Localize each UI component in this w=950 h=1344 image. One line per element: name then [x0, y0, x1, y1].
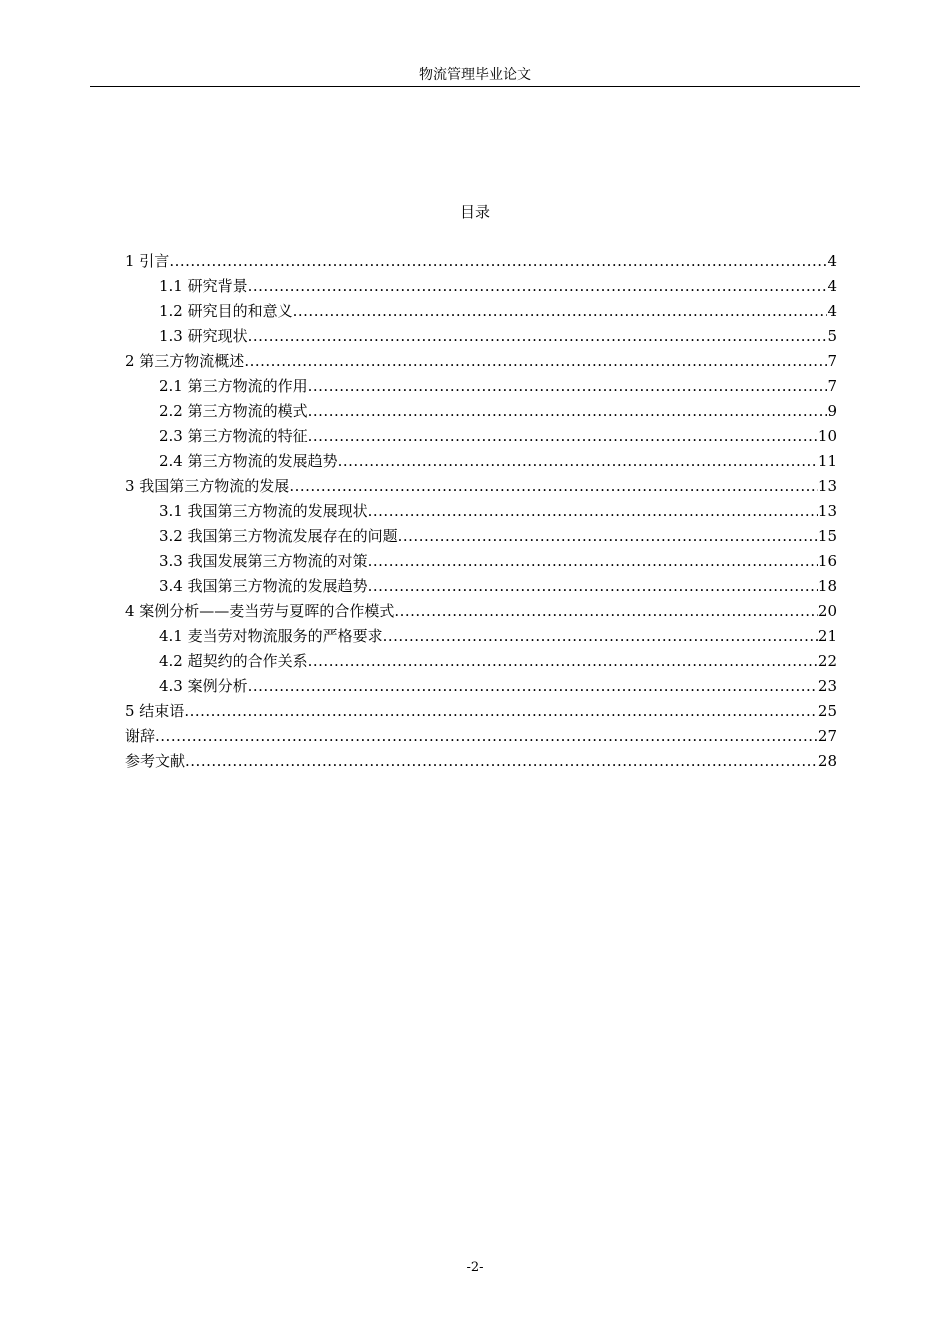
- toc-entry-label: 2.4 第三方物流的发展趋势: [159, 452, 338, 470]
- toc-entry[interactable]: [125, 499, 837, 524]
- toc-entry-page: 15: [817, 527, 837, 545]
- toc-entry[interactable]: [125, 624, 837, 649]
- toc-entry-page: 9: [827, 402, 837, 420]
- toc-leader-dots: [169, 249, 827, 274]
- toc-entry[interactable]: [125, 424, 837, 449]
- toc-leader-dots: [338, 449, 818, 474]
- toc-entry-page: 7: [827, 352, 837, 370]
- header-divider: [90, 86, 860, 87]
- toc-entry-page: 11: [817, 452, 837, 470]
- toc-entry-page: 18: [817, 577, 837, 595]
- toc-leader-dots: [368, 499, 818, 524]
- toc-entry-label: 4.2 超契约的合作关系: [159, 652, 308, 670]
- toc-entry-page: 13: [817, 477, 837, 495]
- toc-entry-page: 13: [817, 502, 837, 520]
- toc-entry[interactable]: [125, 249, 837, 274]
- toc-entry-page: 22: [817, 652, 837, 670]
- toc-entry[interactable]: [125, 274, 837, 299]
- toc-entry[interactable]: [125, 399, 837, 424]
- toc-leader-dots: [289, 474, 818, 499]
- toc-leader-dots: [155, 724, 818, 749]
- toc-entry-label: 5 结束语: [125, 702, 185, 720]
- toc-entry[interactable]: [125, 599, 837, 624]
- toc-entry[interactable]: [125, 324, 837, 349]
- toc-entry-page: 7: [827, 377, 837, 395]
- toc-leader-dots: [244, 349, 827, 374]
- toc-entry-page: 4: [827, 277, 837, 295]
- toc-entry-page: 23: [817, 677, 837, 695]
- toc-entry-label: 参考文献: [125, 752, 186, 770]
- toc-leader-dots: [248, 674, 818, 699]
- toc-entry[interactable]: [125, 299, 837, 324]
- toc-entry[interactable]: [125, 724, 837, 749]
- toc-entry-label: 2.3 第三方物流的特征: [159, 427, 308, 445]
- toc-entry-page: 10: [817, 427, 837, 445]
- table-of-contents: [125, 249, 837, 774]
- toc-entry[interactable]: [125, 449, 837, 474]
- toc-leader-dots: [368, 549, 818, 574]
- toc-leader-dots: [308, 399, 828, 424]
- toc-entry-label: 2.1 第三方物流的作用: [159, 377, 308, 395]
- toc-leader-dots: [308, 649, 818, 674]
- toc-entry[interactable]: [125, 674, 837, 699]
- toc-entry-label: 4 案例分析——麦当劳与夏晖的合作模式: [125, 602, 395, 620]
- toc-heading: 目录: [459, 203, 490, 221]
- toc-entry-label: 3.2 我国第三方物流发展存在的问题: [159, 527, 398, 545]
- toc-entry[interactable]: [125, 699, 837, 724]
- toc-entry[interactable]: [125, 349, 837, 374]
- toc-entry-page: 20: [817, 602, 837, 620]
- toc-entry-page: 5: [827, 327, 837, 345]
- toc-leader-dots: [293, 299, 828, 324]
- toc-entry-page: 4: [827, 252, 837, 270]
- toc-entry-label: 1.2 研究目的和意义: [159, 302, 293, 320]
- toc-entry-label: 1.3 研究现状: [159, 327, 248, 345]
- toc-entry-label: 3 我国第三方物流的发展: [125, 477, 290, 495]
- toc-entry[interactable]: [125, 474, 837, 499]
- toc-entry-label: 3.3 我国发展第三方物流的对策: [159, 552, 368, 570]
- toc-entry-label: 4.1 麦当劳对物流服务的严格要求: [159, 627, 383, 645]
- toc-entry-page: 25: [817, 702, 837, 720]
- toc-entry-page: 28: [817, 752, 837, 770]
- toc-entry[interactable]: [125, 524, 837, 549]
- toc-leader-dots: [398, 524, 818, 549]
- toc-entry-label: 3.1 我国第三方物流的发展现状: [159, 502, 368, 520]
- toc-entry-page: 21: [817, 627, 837, 645]
- toc-leader-dots: [308, 374, 828, 399]
- toc-entry[interactable]: [125, 374, 837, 399]
- toc-entry-label: 1 引言: [125, 252, 170, 270]
- toc-leader-dots: [248, 324, 828, 349]
- toc-entry-label: 3.4 我国第三方物流的发展趋势: [159, 577, 368, 595]
- toc-entry-page: 4: [827, 302, 837, 320]
- toc-entry[interactable]: [125, 749, 837, 774]
- toc-entry-page: 16: [817, 552, 837, 570]
- toc-leader-dots: [184, 699, 818, 724]
- toc-leader-dots: [383, 624, 818, 649]
- toc-leader-dots: [368, 574, 818, 599]
- toc-entry-label: 2.2 第三方物流的模式: [159, 402, 308, 420]
- toc-entry[interactable]: [125, 549, 837, 574]
- toc-entry-label: 1.1 研究背景: [159, 277, 248, 295]
- toc-leader-dots: [308, 424, 818, 449]
- toc-leader-dots: [185, 749, 818, 774]
- page-number: -2-: [466, 1260, 484, 1275]
- toc-entry-label: 4.3 案例分析: [159, 677, 248, 695]
- toc-entry-label: 谢辞: [125, 727, 156, 745]
- toc-leader-dots: [394, 599, 818, 624]
- toc-entry[interactable]: [125, 574, 837, 599]
- toc-entry-page: 27: [817, 727, 837, 745]
- toc-entry-label: 2 第三方物流概述: [125, 352, 245, 370]
- running-header: 物流管理毕业论文: [419, 67, 531, 83]
- toc-entry[interactable]: [125, 649, 837, 674]
- toc-leader-dots: [248, 274, 828, 299]
